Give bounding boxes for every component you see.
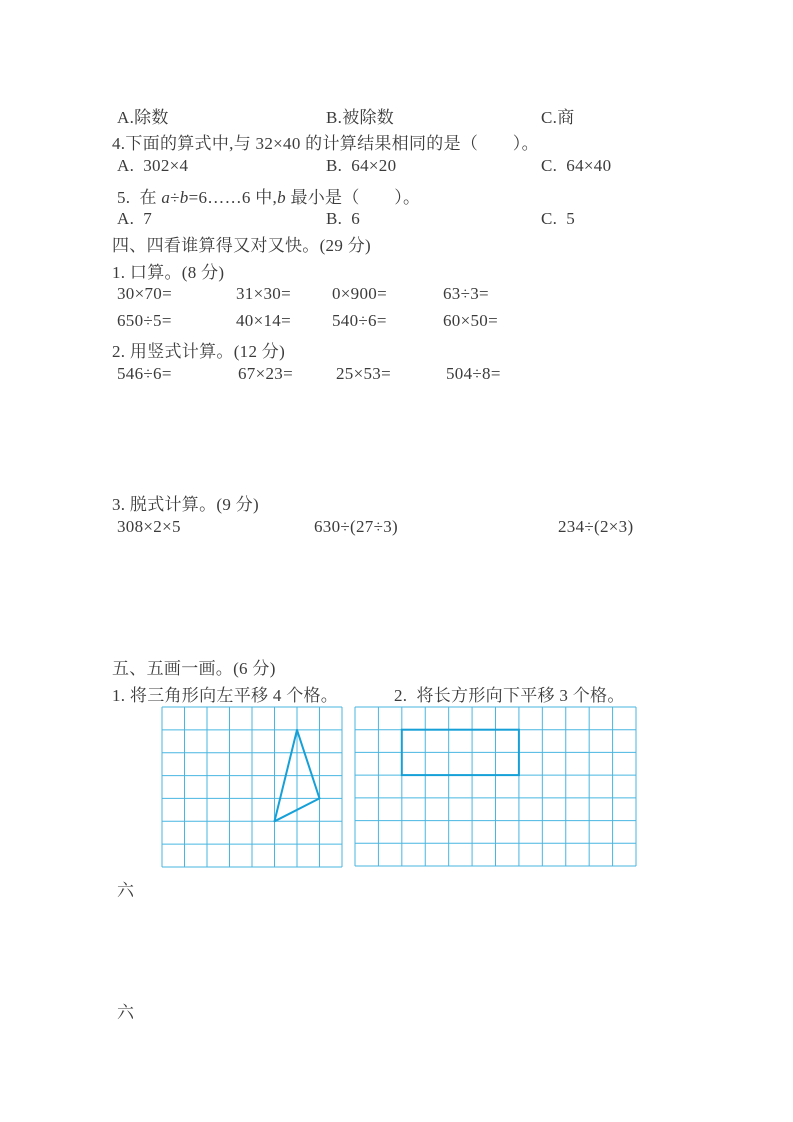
task1-instruction: 1. 将三角形向左平移 4 个格。 — [112, 686, 339, 705]
oral-row-2 — [0, 311, 793, 333]
q5-var-a: a — [161, 188, 171, 207]
q4-option-b: B. 64×20 — [326, 156, 397, 175]
section6-partial-1: 六 — [117, 881, 135, 900]
stepwise-label-row — [0, 490, 793, 512]
q5-stem-row — [0, 183, 793, 205]
q5-option-a: A. 7 — [117, 209, 153, 228]
stepwise-problem: 308×2×5 — [117, 517, 181, 536]
oral-calc-label: 1. 口算。(8 分) — [112, 263, 225, 282]
oral-problem: 40×14= — [236, 311, 291, 330]
vertical-row — [0, 364, 793, 386]
oral-row-1 — [0, 284, 793, 306]
oral-problem: 650÷5= — [117, 311, 172, 330]
stepwise-problem: 630÷(27÷3) — [314, 517, 398, 536]
section4-heading-row — [0, 231, 793, 253]
section6-partial-row-1 — [0, 876, 793, 898]
translation-grid-rectangle — [354, 706, 637, 867]
section6-partial-row-2 — [0, 998, 793, 1020]
task2-instruction: 2. 将长方形向下平移 3 个格。 — [394, 686, 625, 705]
section5-tasks-row — [0, 681, 793, 703]
vertical-problem: 504÷8= — [446, 364, 501, 383]
division-sign: ÷ — [170, 188, 180, 207]
q5-option-c: C. 5 — [541, 209, 576, 228]
stepwise-calc-label: 3. 脱式计算。(9 分) — [112, 495, 259, 514]
stepwise-row — [0, 517, 793, 539]
q5-var-b2: b — [277, 188, 286, 207]
oral-problem: 63÷3= — [443, 284, 489, 303]
vertical-problem: 546÷6= — [117, 364, 172, 383]
oral-problem: 31×30= — [236, 284, 291, 303]
q5-option-b: B. 6 — [326, 209, 361, 228]
section5-heading: 五、五画一画。(6 分) — [112, 659, 276, 678]
q4-options-row — [0, 156, 793, 178]
oral-label-row — [0, 258, 793, 280]
stepwise-problem: 234÷(2×3) — [558, 517, 634, 536]
q4-stem: 4.下面的算式中,与 32×40 的计算结果相同的是（ ）。 — [112, 134, 539, 153]
q4-option-a: A. 302×4 — [117, 156, 189, 175]
q3-options-row — [0, 103, 793, 125]
q3-option-b: B.被除数 — [326, 108, 395, 127]
section6-partial-2: 六 — [117, 1003, 135, 1022]
section5-heading-row — [0, 654, 793, 676]
vertical-calc-label: 2. 用竖式计算。(12 分) — [112, 342, 286, 361]
oral-problem: 540÷6= — [332, 311, 387, 330]
oral-problem: 60×50= — [443, 311, 498, 330]
q3-option-a: A.除数 — [117, 108, 169, 127]
vertical-label-row — [0, 337, 793, 359]
vertical-problem: 67×23= — [238, 364, 293, 383]
q4-stem-row — [0, 129, 793, 151]
translation-grid-triangle — [161, 706, 343, 868]
section4-heading: 四、四看谁算得又对又快。(29 分) — [112, 236, 371, 255]
q5-stem: 5. 在 a÷b=6……6 中,b 最小是（ ）。 — [117, 188, 421, 207]
vertical-problem: 25×53= — [336, 364, 391, 383]
grid-lines — [355, 707, 636, 866]
oral-problem: 0×900= — [332, 284, 387, 303]
oral-problem: 30×70= — [117, 284, 172, 303]
q5-options-row — [0, 209, 793, 231]
q4-option-c: C. 64×40 — [541, 156, 612, 175]
q5-var-b: b — [179, 188, 189, 207]
q3-option-c: C.商 — [541, 108, 575, 127]
